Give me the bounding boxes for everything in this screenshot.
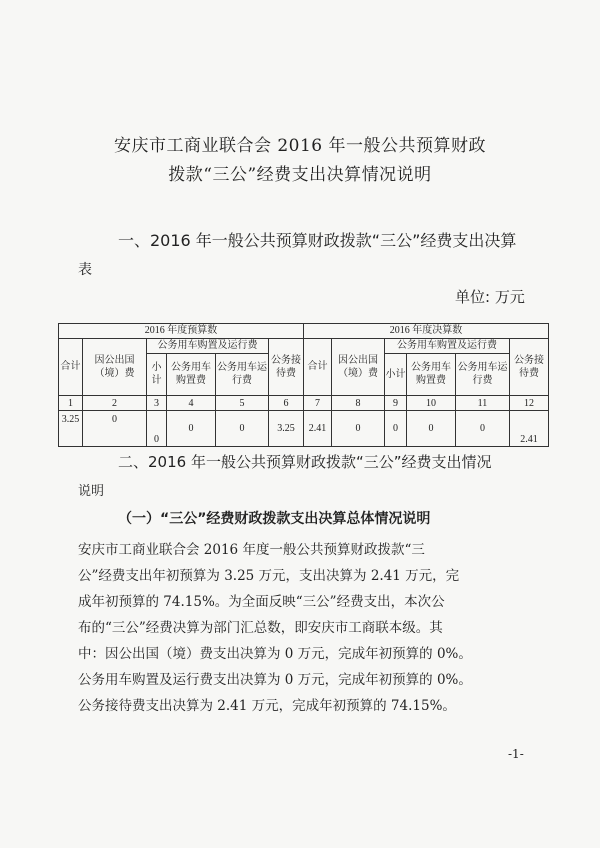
index-cell: 8 bbox=[332, 396, 385, 411]
title-line-2: 拨款“三公”经费支出决算情况说明 bbox=[168, 165, 432, 185]
header-total-final: 合计 bbox=[304, 338, 332, 395]
header-abroad-final: 因公出国（境）费 bbox=[332, 338, 385, 395]
budget-group-header: 2016 年度预算数 bbox=[59, 324, 304, 339]
index-cell: 1 bbox=[59, 396, 83, 411]
paragraph-line: 安庆市工商业联合会 2016 年度一般公共预算财政拨款“三 bbox=[78, 542, 425, 558]
header-car-running-budget: 公务用车运行费 bbox=[216, 353, 269, 395]
value-cell: 0 bbox=[83, 410, 147, 446]
value-cell: 0 bbox=[167, 410, 216, 446]
section1-heading: 一、2016 年一般公共预算财政拨款“三公”经费支出决算 bbox=[118, 231, 517, 250]
paragraph-line: 成年初预算的 74.15%。为全面反映“三公”经费支出，本次公 bbox=[78, 594, 445, 610]
header-car-group-final: 公务用车购置及运行费 bbox=[385, 338, 510, 353]
header-subtotal-final: 小计 bbox=[385, 353, 407, 395]
value-cell: 0 bbox=[385, 410, 407, 446]
value-cell: 2.41 bbox=[304, 410, 332, 446]
value-cell: 0 bbox=[332, 410, 385, 446]
body-paragraph bbox=[78, 537, 548, 719]
value-cell: 2.41 bbox=[510, 410, 549, 446]
paragraph-line: 公”经费支出年初预算为 3.25 万元，支出决算为 2.41 万元，完 bbox=[78, 568, 460, 584]
paragraph-line: 中：因公出国（境）费支出决算为 0 万元，完成年初预算的 0%。 bbox=[78, 646, 472, 662]
index-cell: 10 bbox=[407, 396, 456, 411]
index-cell: 11 bbox=[456, 396, 510, 411]
title-line-1: 安庆市工商业联合会 2016 年一般公共预算财政 bbox=[113, 136, 487, 156]
index-cell: 12 bbox=[510, 396, 549, 411]
index-cell: 6 bbox=[269, 396, 304, 411]
header-reception-final: 公务接待费 bbox=[510, 338, 549, 395]
subsection-heading: （一）“三公”经费财政拨款支出决算总体情况说明 bbox=[118, 511, 431, 527]
section2-heading-continued: 说明 bbox=[78, 484, 105, 499]
header-car-group-budget: 公务用车购置及运行费 bbox=[147, 338, 269, 353]
value-cell: 0 bbox=[456, 410, 510, 446]
header-subtotal-budget: 小计 bbox=[147, 353, 167, 395]
three-public-expense-table bbox=[58, 323, 549, 447]
header-car-purchase-budget: 公务用车购置费 bbox=[167, 353, 216, 395]
paragraph-line: 公务接待费支出决算为 2.41 万元，完成年初预算的 74.15%。 bbox=[78, 698, 456, 714]
paragraph-line: 布的“三公”经费决算为部门汇总数，即安庆市工商联本级。其 bbox=[78, 620, 443, 636]
header-car-purchase-final: 公务用车购置费 bbox=[407, 353, 456, 395]
paragraph-line: 公务用车购置及运行费支出决算为 0 万元，完成年初预算的 0%。 bbox=[78, 672, 472, 688]
section2-heading: 二、2016 年一般公共预算财政拨款“三公”经费支出情况 bbox=[118, 453, 492, 471]
header-reception-budget: 公务接待费 bbox=[269, 338, 304, 395]
section1-heading-continued: 表 bbox=[78, 262, 92, 278]
header-car-running-final: 公务用车运行费 bbox=[456, 353, 510, 395]
unit-label: 单位: 万元 bbox=[455, 288, 525, 306]
value-cell: 0 bbox=[216, 410, 269, 446]
index-cell: 7 bbox=[304, 396, 332, 411]
final-group-header: 2016 年度决算数 bbox=[304, 324, 549, 339]
index-cell: 2 bbox=[83, 396, 147, 411]
value-cell: 3.25 bbox=[59, 410, 83, 446]
index-cell: 4 bbox=[167, 396, 216, 411]
value-cell: 3.25 bbox=[269, 410, 304, 446]
page-number: -1- bbox=[508, 747, 524, 761]
index-cell: 3 bbox=[147, 396, 167, 411]
header-total-budget: 合计 bbox=[59, 338, 83, 395]
index-cell: 9 bbox=[385, 396, 407, 411]
header-abroad-budget: 因公出国（境）费 bbox=[83, 338, 147, 395]
value-cell: 0 bbox=[147, 410, 167, 446]
index-cell: 5 bbox=[216, 396, 269, 411]
value-cell: 0 bbox=[407, 410, 456, 446]
